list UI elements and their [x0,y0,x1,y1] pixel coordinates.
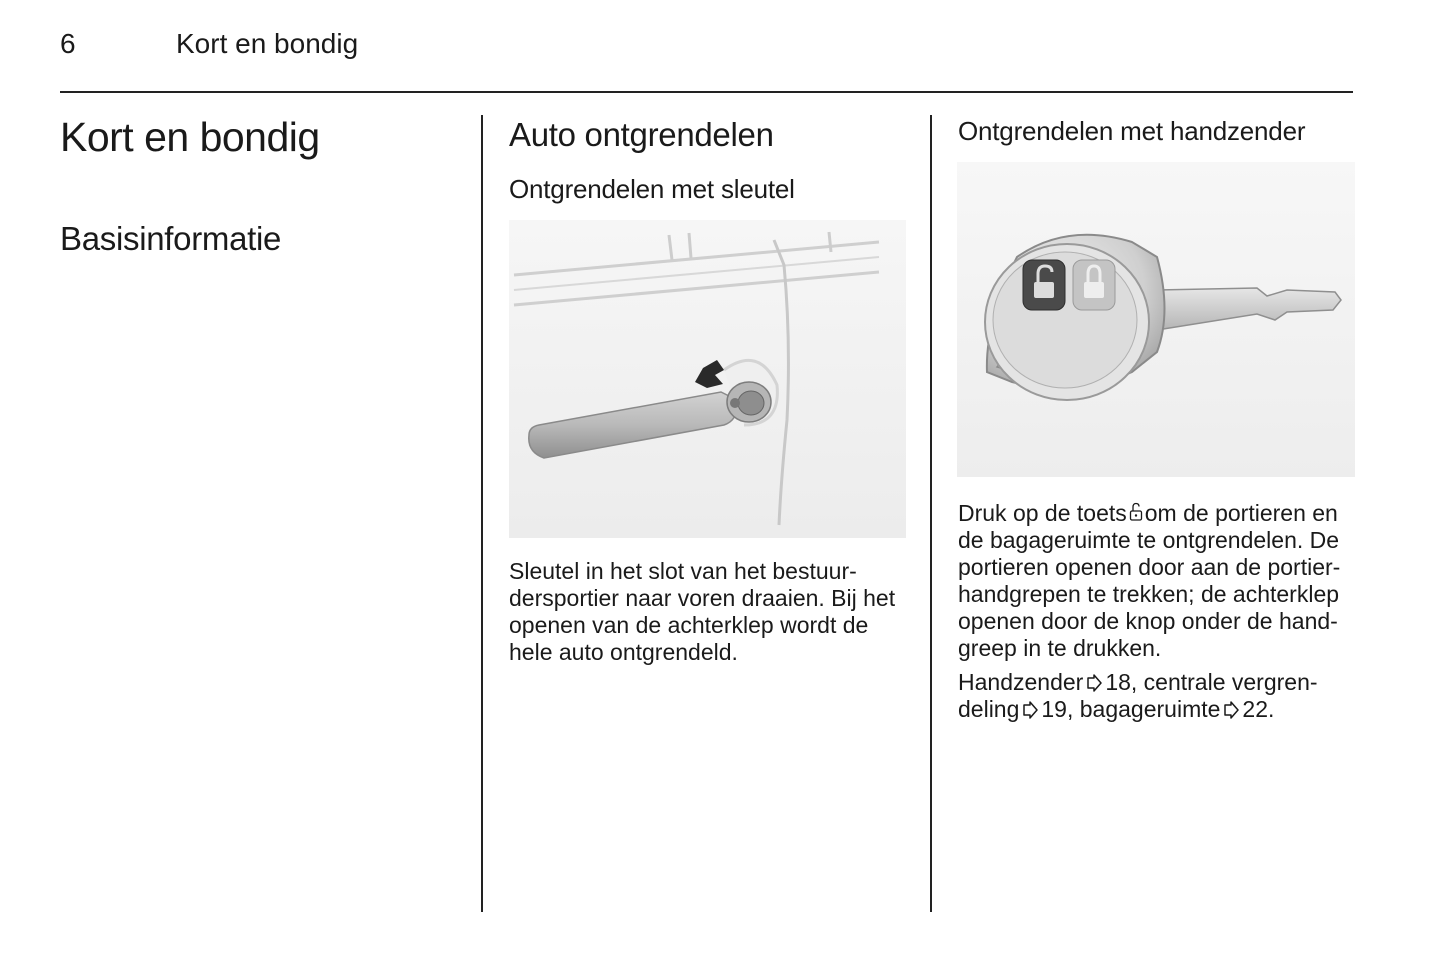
remote-key-figure [957,162,1355,477]
chapter-title: Kort en bondig [60,114,320,160]
paragraph-line: portieren openen door aan de portier- [958,554,1341,580]
paragraph-sleutel [509,558,895,666]
header-rule [60,91,1353,93]
ref-page[interactable]: 18, centrale vergren- [1105,669,1318,695]
ref-label: deling [958,696,1020,722]
paragraph-line: Sleutel in het slot van het bestuur- [509,558,857,584]
page-number: 6 [60,28,76,59]
paragraph-line: openen door de knop onder de hand- [958,608,1338,634]
paragraph-text: Druk op de toets [958,500,1127,526]
unlock-icon [1129,502,1143,522]
running-title: Kort en bondig [176,28,359,59]
paragraph-line: handgrepen te trekken; de achterklep [958,581,1340,607]
paragraph-handzender [958,500,1340,662]
paragraph-line: hele auto ontgrendeld. [509,639,738,665]
ref-label: Handzender [958,669,1084,695]
door-handle-figure [509,220,906,538]
cross-references [958,669,1318,723]
page-reference-arrow-icon[interactable] [1022,701,1038,719]
column-divider-right [930,115,932,912]
paragraph-line: openen van de achterklep wordt de [509,612,869,638]
paragraph-text: om de portieren en [1144,500,1338,526]
heading-auto-ontgrendelen: Auto ontgrendelen [509,116,774,153]
ref-page[interactable]: 19, bagageruimte [1041,696,1221,722]
page-reference-arrow-icon[interactable] [1086,674,1102,692]
ref-page[interactable]: 22. [1242,696,1275,722]
paragraph-line: de bagageruimte te ontgrendelen. De [958,527,1340,553]
subheading-sleutel: Ontgrendelen met sleutel [509,174,795,204]
paragraph-line: dersportier naar voren draaien. Bij het [509,585,896,611]
column-divider-left [481,115,483,912]
page-reference-arrow-icon[interactable] [1223,701,1239,719]
subheading-handzender: Ontgrendelen met handzender [958,116,1306,146]
section-title: Basisinformatie [60,220,282,257]
paragraph-line: greep in te drukken. [958,635,1162,661]
